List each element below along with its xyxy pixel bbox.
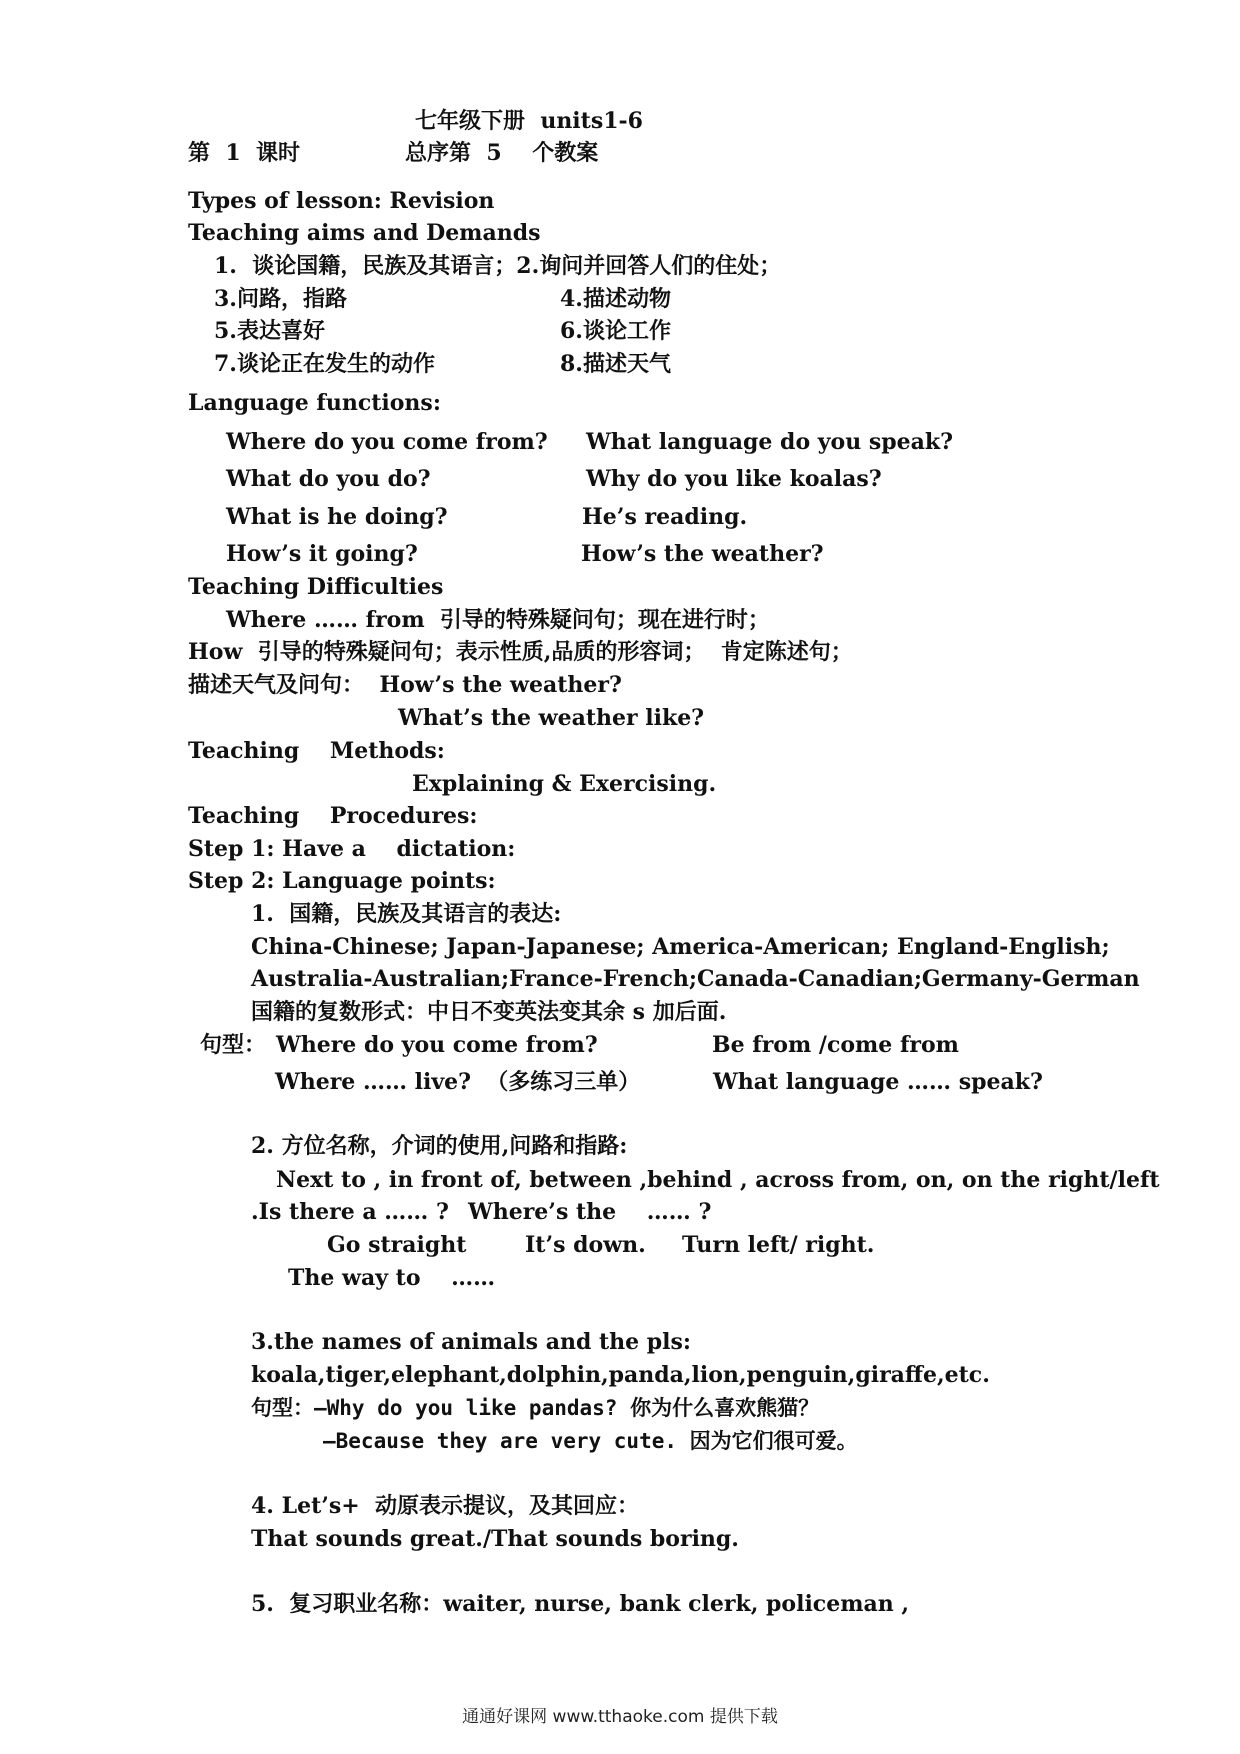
function-q3-left: What is he doing? [226, 504, 448, 530]
difficulties-line-4: What’s the weather like? [398, 705, 705, 731]
point-5-title: 5. 复习职业名称：waiter, nurse, bank clerk, policeman , [251, 1591, 910, 1617]
pattern-1-right: Be from /come from [712, 1032, 959, 1058]
point-2-line-3c: Turn left/ right. [682, 1232, 875, 1258]
point-1-line-2: Australia-Australian;France-French;Canada-Canadian;Germany-German [251, 966, 1140, 992]
point-4-line-1: That sounds great./That sounds boring. [251, 1526, 739, 1552]
aims-item-8: 8.描述天气 [560, 351, 671, 377]
function-q2-right: Why do you like koalas? [586, 466, 882, 492]
point-2-line-4: The way to …… [288, 1265, 496, 1291]
point-2-title: 2. 方位名称，介词的使用,问路和指路: [251, 1133, 628, 1159]
difficulties-heading: Teaching Difficulties [188, 574, 444, 600]
pattern-2-right: What language …… speak? [713, 1069, 1043, 1095]
aims-item-7: 7.谈论正在发生的动作 [214, 351, 435, 377]
point-4-title: 4. Let’s+ 动原表示提议，及其回应： [251, 1493, 640, 1519]
aims-row-1: 1. 谈论国籍，民族及其语言；2.询问并回答人们的住处； [214, 253, 782, 279]
functions-heading: Language functions: [188, 390, 441, 416]
point-3-line-1: koala,tiger,elephant,dolphin,panda,lion,penguin,giraffe,etc. [251, 1362, 990, 1388]
methods-value: Explaining & Exercising. [412, 771, 717, 797]
step-1: Step 1: Have a dictation: [188, 836, 516, 862]
point-3-line-2: 句型：—Why do you like pandas? 你为什么喜欢熊猫？ [251, 1396, 820, 1420]
function-q1-right: What language do you speak? [586, 429, 954, 455]
point-2-line-2b: Where’s the …… ? [468, 1199, 712, 1225]
point-2-line-1: Next to , in front of, between ,behind , across from, on, on the right/left [276, 1167, 1160, 1193]
function-q4-left: How’s it going? [226, 541, 418, 567]
lesson-number: 第 1 课时 [188, 140, 300, 166]
difficulties-line-1: Where …… from 引导的特殊疑问句；现在进行时； [226, 607, 770, 633]
pattern-2-left: Where …… live? （多练习三单） [275, 1069, 641, 1095]
document-title: 七年级下册 units1-6 [415, 108, 643, 134]
point-2-line-2a: .Is there a …… ? [251, 1199, 449, 1225]
point-1-line-3: 国籍的复数形式：中日不变英法变其余 s 加后面. [251, 999, 727, 1025]
point-1-title: 1. 国籍，民族及其语言的表达: [251, 901, 562, 927]
function-q3-right: He’s reading. [582, 504, 748, 530]
point-3-line-3: —Because they are very cute. 因为它们很可爱。 [323, 1429, 858, 1453]
aims-item-6: 6.谈论工作 [560, 318, 671, 344]
methods-heading: Teaching Methods: [188, 738, 445, 764]
point-2-line-3b: It’s down. [525, 1232, 646, 1258]
types-of-lesson: Types of lesson: Revision [188, 188, 495, 214]
point-3-title: 3.the names of animals and the pls: [251, 1329, 692, 1355]
function-q4-right: How’s the weather? [581, 541, 824, 567]
point-2-line-3a: Go straight [327, 1232, 467, 1258]
function-q2-left: What do you do? [226, 466, 431, 492]
function-q1-left: Where do you come from? [226, 429, 548, 455]
pattern-1-left: Where do you come from? [276, 1032, 598, 1058]
aims-heading: Teaching aims and Demands [188, 220, 541, 246]
plan-number: 总序第 5 个教案 [405, 140, 599, 166]
step-2: Step 2: Language points: [188, 868, 496, 894]
difficulties-line-3: 描述天气及问句： How’s the weather? [188, 672, 622, 698]
pattern-label: 句型： [200, 1032, 267, 1058]
aims-item-5: 5.表达喜好 [214, 318, 325, 344]
footer-download-note: 通通好课网 www.tthaoke.com 提供下载 [462, 1707, 778, 1727]
aims-item-4: 4.描述动物 [560, 286, 671, 312]
point-1-line-1: China-Chinese; Japan-Japanese; America-American; England-English; [251, 934, 1110, 960]
aims-item-3: 3.问路，指路 [214, 286, 347, 312]
difficulties-line-2: How 引导的特殊疑问句；表示性质,品质的形容词； 肯定陈述句； [188, 639, 853, 665]
procedures-heading: Teaching Procedures: [188, 803, 478, 829]
